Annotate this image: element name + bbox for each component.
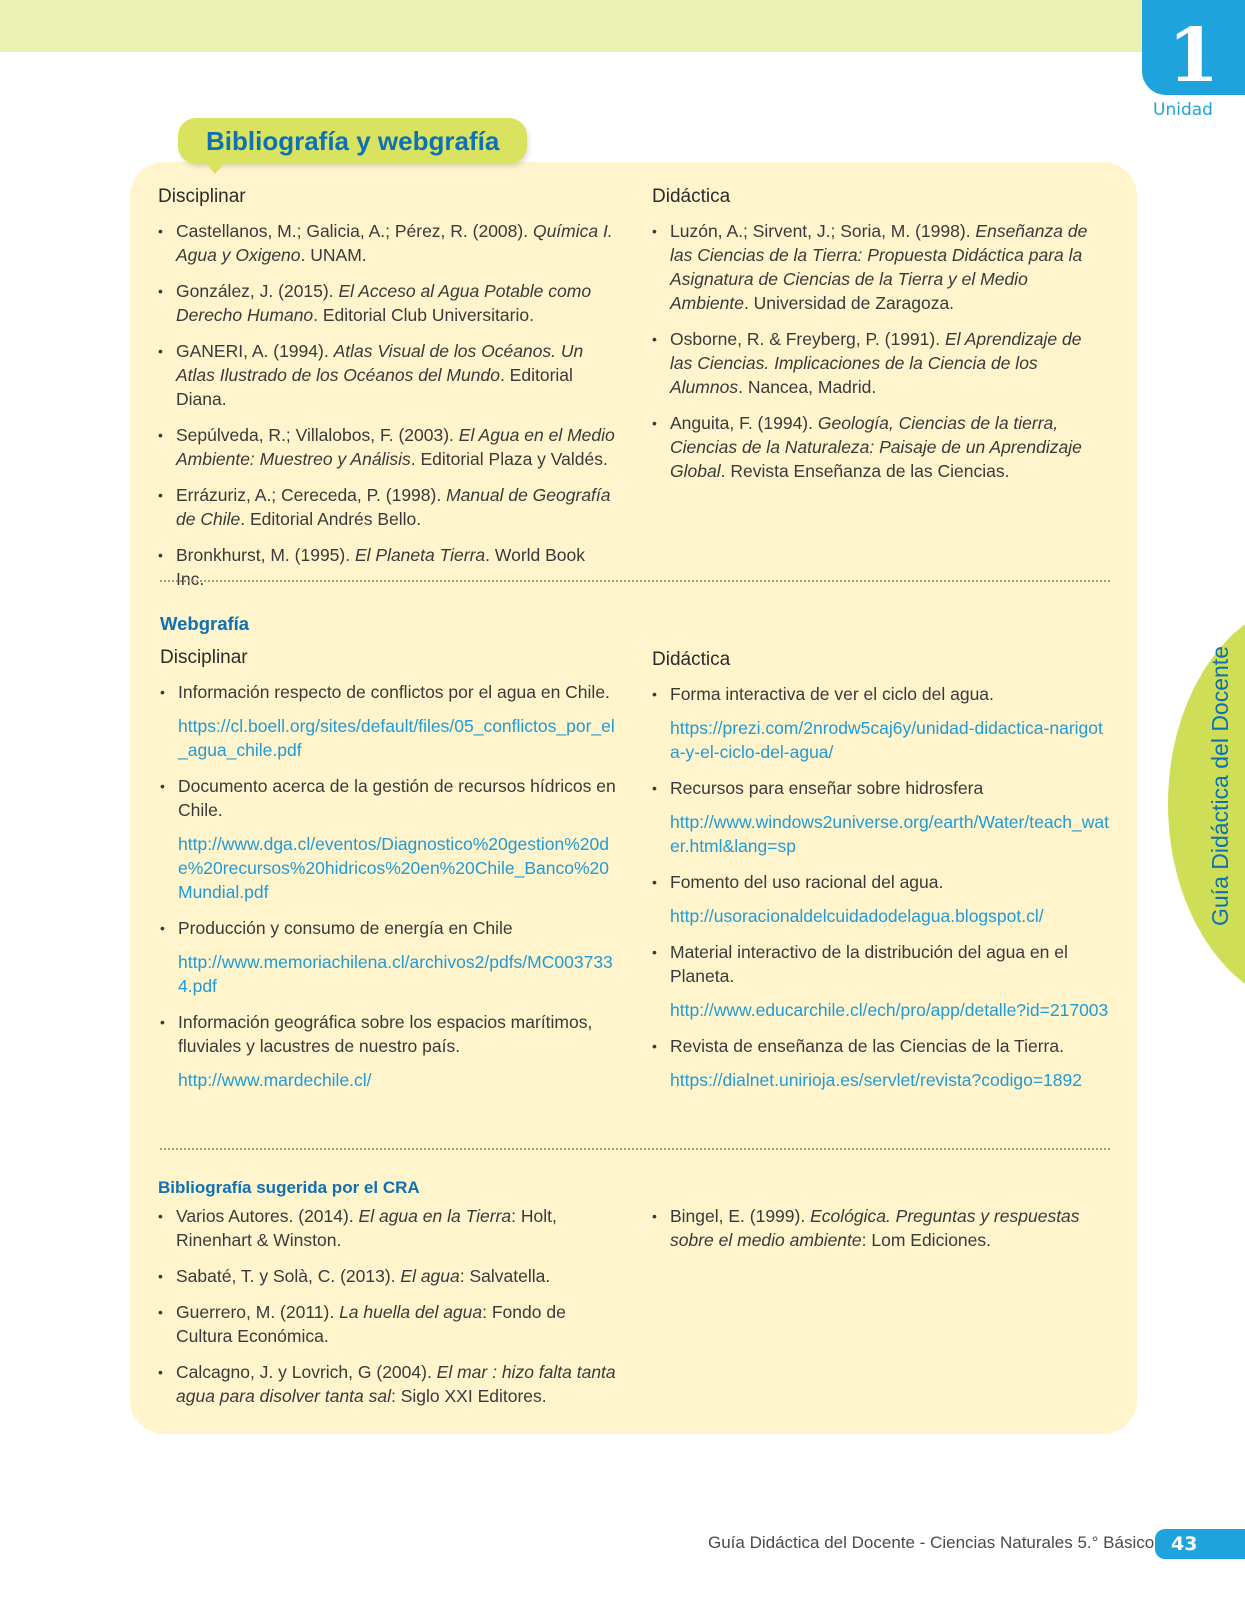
reference-title: Atlas Visual de los Océanos. Un Atlas Ilustrado de los Océanos del Mundo — [176, 341, 584, 385]
reference-title: El Agua en el Medio Ambiente: Muestreo y Análisis — [176, 425, 615, 469]
didactica-heading: Didáctica — [652, 186, 731, 207]
resource-link[interactable]: http://www.mardechile.cl/ — [178, 1070, 372, 1090]
reference-author: Osborne, R. & Freyberg, P. (1991). — [670, 329, 945, 349]
reference-item — [652, 411, 1107, 483]
web-list-item — [652, 1034, 1112, 1092]
divider — [160, 580, 1110, 582]
reference-publisher: : Siglo XXI Editores. — [391, 1386, 547, 1406]
reference-author: Sabaté, T. y Solà, C. (2013). — [176, 1266, 401, 1286]
webgrafia-didactica-heading: Didáctica — [652, 649, 731, 670]
web-list-item — [652, 776, 1112, 858]
webgrafia-disciplinar-list — [160, 680, 620, 1092]
bibliography-didactica-list — [652, 219, 1107, 483]
reference-publisher: . Editorial Diana. — [176, 365, 573, 409]
reference-publisher: . UNAM. — [300, 245, 367, 265]
reference-title: La huella del agua — [339, 1302, 483, 1322]
reference-publisher: . Editorial Andrés Bello. — [240, 509, 422, 529]
reference-item — [158, 483, 618, 531]
reference-author: González, J. (2015). — [176, 281, 339, 301]
reference-title: Ecológica. Preguntas y respuestas sobre el medio ambiente — [670, 1206, 1080, 1250]
reference-item — [158, 1300, 618, 1348]
reference-item — [158, 1204, 618, 1252]
reference-publisher: . Editorial Plaza y Valdés. — [410, 449, 608, 469]
resource-description: Revista de enseñanza de las Ciencias de la Tierra. — [670, 1036, 1064, 1056]
reference-title: El Acceso al Agua Potable como Derecho Humano — [176, 281, 592, 325]
webgrafia-didactica — [652, 648, 1112, 1104]
reference-author: Bronkhurst, M. (1995). — [176, 545, 355, 565]
resource-link[interactable]: https://cl.boell.org/sites/default/files/05_conflictos_por_el_agua_chile.pdf — [178, 716, 615, 760]
resource-description: Información respecto de conflictos por el agua en Chile. — [178, 682, 610, 702]
resource-description: Información geográfica sobre los espacios marítimos, fluviales y lacustres de nuestro país. — [178, 1012, 593, 1056]
resource-link[interactable]: http://www.dga.cl/eventos/Diagnostico%20gestion%20de%20recursos%20hidricos%20en%20Chile_Banco%20Mundial.pdf — [178, 834, 609, 902]
web-list-item — [160, 774, 620, 904]
reference-item — [158, 219, 618, 267]
resource-link[interactable]: http://usoracionaldelcuidadodelagua.blogspot.cl/ — [670, 906, 1044, 926]
reference-publisher: . World Book Inc. — [176, 545, 586, 589]
resource-description: Documento acerca de la gestión de recursos hídricos en Chile. — [178, 776, 616, 820]
cra-left-list — [158, 1204, 618, 1408]
reference-title: El agua — [400, 1266, 460, 1286]
resource-link[interactable]: http://www.educarchile.cl/ech/pro/app/detalle?id=217003 — [670, 1000, 1109, 1020]
reference-author: GANERI, A. (1994). — [176, 341, 334, 361]
reference-author: Sepúlveda, R.; Villalobos, F. (2003). — [176, 425, 459, 445]
cra-right — [652, 1204, 1107, 1264]
cra-left — [158, 1176, 618, 1420]
divider — [160, 1148, 1110, 1150]
resource-link[interactable]: http://www.windows2universe.org/earth/Water/teach_water.html&lang=sp — [670, 812, 1110, 856]
reference-author: Anguita, F. (1994). — [670, 413, 818, 433]
reference-title: Enseñanza de las Ciencias de la Tierra: Propuesta Didáctica para la Asignatura de Ciencias de la Tierra y el Medio Ambiente — [670, 221, 1088, 313]
reference-author: Calcagno, J. y Lovrich, G (2004). — [176, 1362, 437, 1382]
reference-publisher: . Revista Enseñanza de las Ciencias. — [720, 461, 1010, 481]
cra-heading: Bibliografía sugerida por el CRA — [158, 1178, 420, 1197]
reference-publisher: . Editorial Club Universitario. — [313, 305, 534, 325]
web-list-item — [160, 1010, 620, 1092]
webgrafia-disciplinar — [160, 612, 620, 1104]
disciplinar-heading: Disciplinar — [158, 186, 246, 207]
reference-publisher: : Salvatella. — [459, 1266, 551, 1286]
reference-item — [158, 1264, 618, 1288]
reference-title: El Aprendizaje de las Ciencias. Implicaciones de la Ciencia de los Alumnos — [670, 329, 1082, 397]
reference-item — [158, 423, 618, 471]
page-number: 43 — [1155, 1529, 1245, 1559]
reference-author: Bingel, E. (1999). — [670, 1206, 811, 1226]
reference-title: Geología, Ciencias de la tierra, Ciencias de la Naturaleza: Paisaje de un Aprendizaje Global — [670, 413, 1082, 481]
bibliography-disciplinar — [158, 185, 618, 603]
web-list-item — [652, 870, 1112, 928]
reference-author: Castellanos, M.; Galicia, A.; Pérez, R. (2008). — [176, 221, 533, 241]
resource-description: Fomento del uso racional del agua. — [670, 872, 944, 892]
bibliography-didactica — [652, 185, 1107, 495]
resource-link[interactable]: https://dialnet.unirioja.es/servlet/revista?codigo=1892 — [670, 1070, 1082, 1090]
resource-link[interactable]: https://prezi.com/2nrodw5caj6y/unidad-didactica-narigota-y-el-ciclo-del-agua/ — [670, 718, 1103, 762]
unit-label: Unidad — [1153, 100, 1213, 120]
reference-item — [158, 1360, 618, 1408]
reference-author: Varios Autores. (2014). — [176, 1206, 359, 1226]
bibliography-disciplinar-list — [158, 219, 618, 591]
webgrafia-disciplinar-heading: Disciplinar — [160, 647, 248, 668]
resource-description: Forma interactiva de ver el ciclo del agua. — [670, 684, 994, 704]
cra-right-list — [652, 1204, 1107, 1252]
resource-description: Material interactivo de la distribución del agua en el Planeta. — [670, 942, 1068, 986]
resource-description: Recursos para enseñar sobre hidrosfera — [670, 778, 984, 798]
webgrafia-didactica-list — [652, 682, 1112, 1092]
reference-title: Química I. Agua y Oxigeno — [176, 221, 613, 265]
reference-author: Luzón, A.; Sirvent, J.; Soria, M. (1998). — [670, 221, 976, 241]
reference-item — [652, 327, 1107, 399]
reference-title: El Planeta Tierra — [354, 545, 486, 565]
resource-link[interactable]: http://www.memoriachilena.cl/archivos2/pdfs/MC0037334.pdf — [178, 952, 613, 996]
reference-item — [652, 1204, 1107, 1252]
resource-description: Producción y consumo de energía en Chile — [178, 918, 513, 938]
reference-item — [158, 339, 618, 411]
footer-text: Guía Didáctica del Docente - Ciencias Naturales 5.° Básico — [708, 1533, 1155, 1552]
web-list-item — [160, 916, 620, 998]
reference-publisher: : Lom Ediciones. — [861, 1230, 992, 1250]
reference-title: El agua en la Tierra — [358, 1206, 512, 1226]
web-list-item — [652, 682, 1112, 764]
reference-publisher: . Nancea, Madrid. — [738, 377, 877, 397]
web-list-item — [652, 940, 1112, 1022]
web-list-item — [160, 680, 620, 762]
reference-title: El mar : hizo falta tanta agua para disolver tanta sal — [176, 1362, 616, 1406]
top-band — [0, 0, 1142, 52]
reference-author: Errázuriz, A.; Cereceda, P. (1998). — [176, 485, 447, 505]
webgrafia-heading: Webgrafía — [160, 613, 250, 634]
reference-item — [652, 219, 1107, 315]
section-title: Bibliografía y webgrafía — [178, 118, 527, 164]
reference-publisher: . Universidad de Zaragoza. — [743, 293, 955, 313]
reference-item — [158, 279, 618, 327]
side-label: Guía Didáctica del Docente — [1207, 646, 1233, 926]
reference-publisher: : Holt, Rinenhart & Winston. — [176, 1206, 557, 1250]
reference-title: Manual de Geografía de Chile — [176, 485, 611, 529]
unit-number: 1 — [1142, 0, 1245, 95]
reference-publisher: : Fondo de Cultura Económica. — [176, 1302, 566, 1346]
reference-author: Guerrero, M. (2011). — [176, 1302, 340, 1322]
reference-item — [158, 543, 618, 591]
